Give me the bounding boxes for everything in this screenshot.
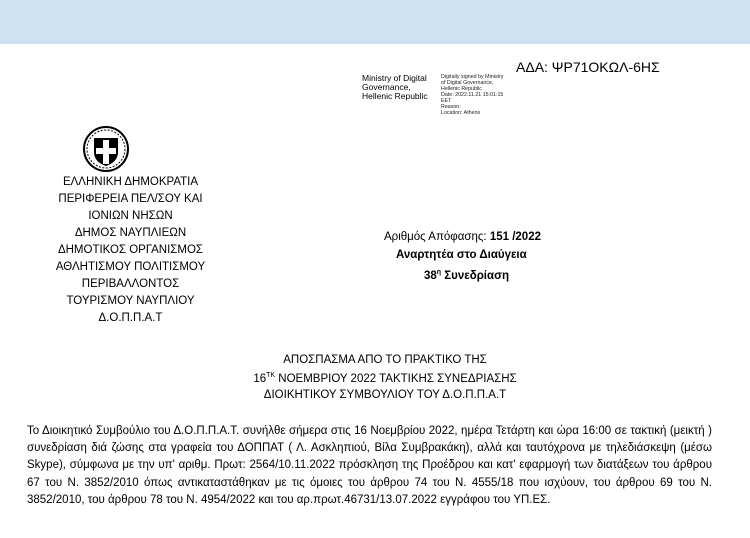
ada-code: ΑΔΑ: ΨΡ71ΟΚΩΛ-6ΗΣ bbox=[516, 59, 660, 75]
issuer-line: Δ.Ο.Π.Π.Α.Τ bbox=[98, 312, 163, 324]
extract-line: ΔΙΟΙΚΗΤΙΚΟΥ ΣΥΜΒΟΥΛΙΟΥ ΤΟΥ Δ.Ο.Π.Π.Α.Τ bbox=[263, 388, 507, 401]
signature-detail-line: Hellenic Republic bbox=[441, 86, 482, 92]
session-label: Συνεδρίαση bbox=[441, 269, 509, 282]
decision-number-row bbox=[384, 228, 541, 246]
greek-coat-of-arms-icon bbox=[82, 125, 130, 173]
issuer-line: ΠΕΡΙΦΕΡΕΙΑ ΠΕΛ/ΣΟΥ ΚΑΙ bbox=[58, 193, 203, 205]
extract-date-num: 16 bbox=[253, 372, 267, 385]
decision-number-value: 151 /2022 bbox=[489, 231, 541, 243]
signature-detail-line: of Digital Governance, bbox=[441, 80, 494, 86]
issuer-block bbox=[18, 174, 243, 327]
signer-line: Ministry of Digital bbox=[362, 73, 427, 83]
issuer-line: ΔΗΜΟΤΙΚΟΣ ΟΡΓΑΝΙΣΜΟΣ bbox=[57, 244, 204, 256]
signature-detail-line: Reason: bbox=[441, 104, 461, 110]
signature-detail-line: Date: 2022.11.21 15:01:15 bbox=[441, 92, 504, 98]
body-text bbox=[27, 423, 712, 509]
extract-date-sup: ΤΚ bbox=[266, 372, 276, 379]
diavgeia-notice: Αναρτητέα στο Διαύγεια bbox=[396, 249, 527, 261]
issuer-line: ΑΘΛΗΤΙΣΜΟΥ ΠΟΛΙΤΙΣΜΟΥ bbox=[55, 261, 206, 273]
decision-info bbox=[384, 228, 541, 285]
session-sup: η bbox=[436, 269, 442, 276]
session-number bbox=[384, 264, 541, 285]
issuer-line: ΙΟΝΙΩΝ ΝΗΣΩΝ bbox=[88, 210, 173, 222]
signer-line: Governance, bbox=[362, 82, 411, 92]
signature-detail-line: Digitally signed by Ministry bbox=[441, 74, 504, 80]
signature-signer bbox=[362, 74, 442, 101]
extract-heading bbox=[150, 352, 620, 403]
body-paragraph: Το Διοικητικό Συμβούλιο του Δ.Ο.Π.Π.Α.Τ. συνήλθε σήμερα στις 16 Νοεμβρίου 2022, ημέρα Τετάρτη και ώρα 16:00 σε τακτική (μεικτή ) συνεδρίαση διά ζώσης στα γραφεία του ΔΟΠΠΑΤ ( Λ. Ασκληπιού, Βίλα Συμβρακάκη), αλλά και ταυτόχρονα με τηλεδιάσκεψη (μέσω Skype), σύμφωνα με την υπ' αριθμ. Πρωτ: 2564/10.11.2022 πρόσκληση της Προέδρου και κατ' εφαρμογή των διατάξεων του άρθρου 67 του Ν. 3852/2010 όπως αντικαταστάθηκαν με τις όμοιες του άρθρου 74 του Ν. 4555/18 που ισχύουν, του άρθρου 69 του Ν. 3852/2010, του άρθρου 78 του Ν. 4954/2022 και του αρ.πρωτ.46731/13.07.2022 εγγράφου του ΥΠ.ΕΣ. bbox=[27, 425, 712, 506]
signature-detail-line: Location: Athens bbox=[441, 110, 481, 116]
decision-number-label: Αριθμός Απόφασης: bbox=[384, 231, 490, 243]
issuer-line: ΕΛΛΗΝΙΚΗ ΔΗΜΟΚΡΑΤΙΑ bbox=[62, 176, 199, 188]
signer-line: Hellenic Republic bbox=[362, 91, 428, 101]
signature-details bbox=[441, 74, 531, 116]
issuer-line: ΠΕΡΙΒΑΛΛΟΝΤΟΣ bbox=[81, 278, 180, 290]
signature-detail-line: EET bbox=[441, 98, 452, 104]
extract-line: ΑΠΟΣΠΑΣΜΑ ΑΠΟ ΤΟ ΠΡΑΚΤΙΚΟ ΤΗΣ bbox=[283, 354, 487, 366]
top-banner bbox=[0, 0, 750, 44]
issuer-line: ΤΟΥΡΙΣΜΟΥ ΝΑΥΠΛΙΟΥ bbox=[66, 295, 195, 307]
extract-line bbox=[150, 368, 620, 387]
extract-date-rest: ΝΟΕΜΒΡΙΟΥ 2022 ΤΑΚΤΙΚΗΣ ΣΥΝΕΔΡΙΑΣΗΣ bbox=[275, 372, 517, 385]
issuer-line: ΔΗΜΟΣ ΝΑΥΠΛΙΕΩΝ bbox=[74, 227, 187, 239]
session-num: 38 bbox=[424, 269, 437, 282]
